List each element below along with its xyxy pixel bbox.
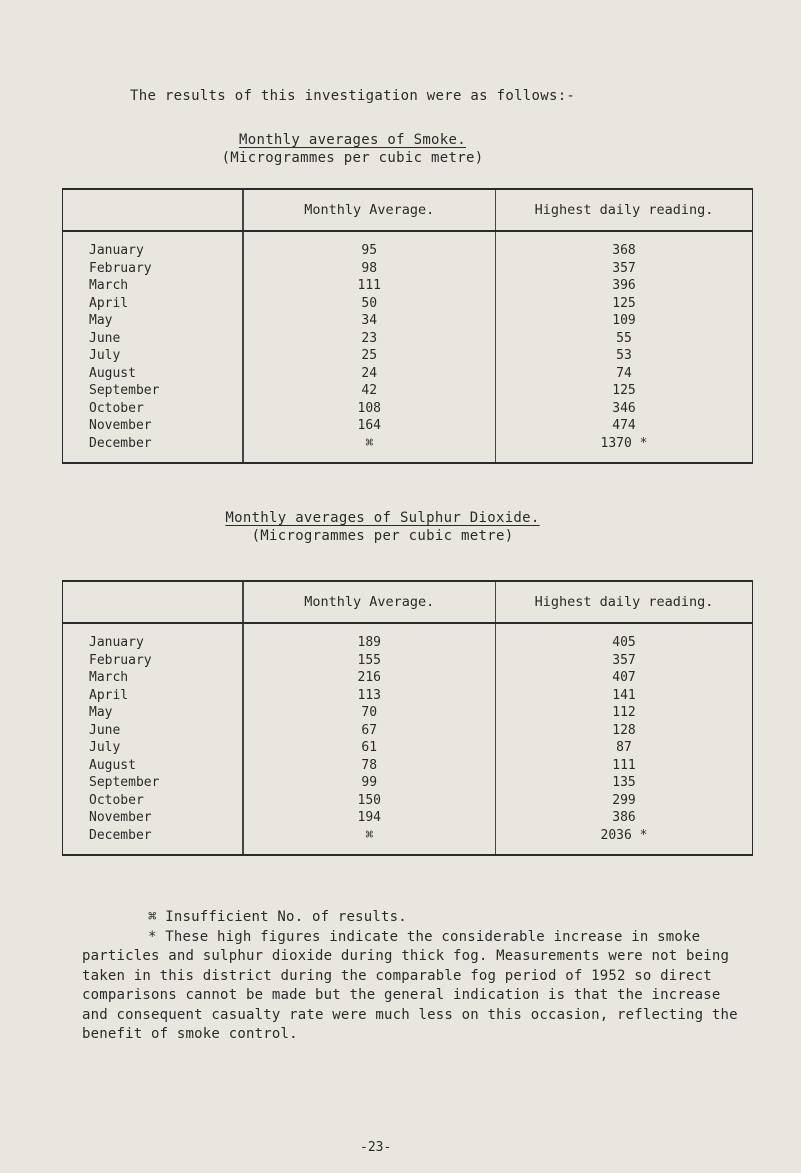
highest-reading-cell: 135 xyxy=(496,774,753,792)
table-row xyxy=(63,277,753,295)
highest-reading-cell: 141 xyxy=(496,687,753,705)
header-month xyxy=(63,581,243,623)
table-row xyxy=(63,809,753,827)
header-monthly-average: Monthly Average. xyxy=(243,189,496,231)
monthly-average-cell: 111 xyxy=(243,277,496,295)
monthly-average-cell: 42 xyxy=(243,382,496,400)
smoke-table-units: (Microgrammes per cubic metre) xyxy=(221,150,484,166)
sulphur-table-title: Monthly averages of Sulphur Dioxide. xyxy=(225,510,540,526)
highest-reading-cell: 386 xyxy=(496,809,753,827)
table-row xyxy=(63,792,753,810)
page-number: -23- xyxy=(360,1140,392,1155)
month-cell: July xyxy=(63,347,243,365)
footnote-insufficient: ⌘ Insufficient No. of results. xyxy=(148,909,407,925)
month-cell: October xyxy=(63,400,243,418)
monthly-average-cell: 164 xyxy=(243,417,496,435)
monthly-average-cell: 95 xyxy=(243,231,496,260)
highest-reading-cell: 368 xyxy=(496,231,753,260)
smoke-table-body xyxy=(63,231,753,463)
table-row xyxy=(63,774,753,792)
highest-reading-cell: 357 xyxy=(496,652,753,670)
header-monthly-average: Monthly Average. xyxy=(243,581,496,623)
month-cell: September xyxy=(63,774,243,792)
month-cell: August xyxy=(63,757,243,775)
sulphur-table xyxy=(62,580,753,856)
table-row xyxy=(63,330,753,348)
table-row xyxy=(63,739,753,757)
month-cell: January xyxy=(63,231,243,260)
monthly-average-cell: 150 xyxy=(243,792,496,810)
table-row xyxy=(63,400,753,418)
sulphur-caption xyxy=(0,510,783,544)
month-cell: November xyxy=(63,417,243,435)
month-cell: July xyxy=(63,739,243,757)
smoke-table-title: Monthly averages of Smoke. xyxy=(239,132,466,148)
table-row xyxy=(63,669,753,687)
highest-reading-cell: 111 xyxy=(496,757,753,775)
month-cell: December xyxy=(63,435,243,464)
table-row xyxy=(63,704,753,722)
monthly-average-cell: 25 xyxy=(243,347,496,365)
header-highest-daily: Highest daily reading. xyxy=(496,189,753,231)
highest-reading-cell: 112 xyxy=(496,704,753,722)
highest-reading-cell: 407 xyxy=(496,669,753,687)
sulphur-table-body xyxy=(63,623,753,855)
month-cell: August xyxy=(63,365,243,383)
sulphur-table-units: (Microgrammes per cubic metre) xyxy=(251,528,514,544)
month-cell: December xyxy=(63,827,243,856)
highest-reading-cell: 2036 * xyxy=(496,827,753,856)
table-row xyxy=(63,312,753,330)
highest-reading-cell: 109 xyxy=(496,312,753,330)
month-cell: May xyxy=(63,312,243,330)
month-cell: June xyxy=(63,330,243,348)
highest-reading-cell: 405 xyxy=(496,623,753,652)
table-row xyxy=(63,687,753,705)
highest-reading-cell: 53 xyxy=(496,347,753,365)
month-cell: November xyxy=(63,809,243,827)
monthly-average-cell: 34 xyxy=(243,312,496,330)
header-highest-daily: Highest daily reading. xyxy=(496,581,753,623)
table-row xyxy=(63,231,753,260)
monthly-average-cell: 24 xyxy=(243,365,496,383)
table-row xyxy=(63,347,753,365)
table-row xyxy=(63,623,753,652)
table-row xyxy=(63,435,753,464)
highest-reading-cell: 55 xyxy=(496,330,753,348)
highest-reading-cell: 1370 * xyxy=(496,435,753,464)
highest-reading-cell: 128 xyxy=(496,722,753,740)
monthly-average-cell: 78 xyxy=(243,757,496,775)
month-cell: April xyxy=(63,295,243,313)
month-cell: June xyxy=(63,722,243,740)
month-cell: January xyxy=(63,623,243,652)
table-row xyxy=(63,365,753,383)
highest-reading-cell: 125 xyxy=(496,295,753,313)
month-cell: April xyxy=(63,687,243,705)
month-cell: October xyxy=(63,792,243,810)
monthly-average-cell: 61 xyxy=(243,739,496,757)
table-row xyxy=(63,382,753,400)
highest-reading-cell: 299 xyxy=(496,792,753,810)
header-month xyxy=(63,189,243,231)
month-cell: May xyxy=(63,704,243,722)
monthly-average-cell: 23 xyxy=(243,330,496,348)
table-row xyxy=(63,827,753,856)
table-row xyxy=(63,652,753,670)
monthly-average-cell: 70 xyxy=(243,704,496,722)
month-cell: March xyxy=(63,669,243,687)
intro-text: The results of this investigation were as follows:- xyxy=(130,88,576,104)
month-cell: February xyxy=(63,652,243,670)
monthly-average-cell: 194 xyxy=(243,809,496,827)
smoke-table xyxy=(62,188,753,464)
smoke-table-header xyxy=(63,189,753,231)
highest-reading-cell: 74 xyxy=(496,365,753,383)
highest-reading-cell: 396 xyxy=(496,277,753,295)
highest-reading-cell: 474 xyxy=(496,417,753,435)
monthly-average-cell: 98 xyxy=(243,260,496,278)
highest-reading-cell: 346 xyxy=(496,400,753,418)
table-row xyxy=(63,417,753,435)
monthly-average-cell: 155 xyxy=(243,652,496,670)
smoke-caption xyxy=(0,132,753,166)
highest-reading-cell: 87 xyxy=(496,739,753,757)
month-cell: February xyxy=(63,260,243,278)
table-row xyxy=(63,260,753,278)
monthly-average-cell: 50 xyxy=(243,295,496,313)
month-cell: March xyxy=(63,277,243,295)
table-row xyxy=(63,757,753,775)
monthly-average-cell: ⌘ xyxy=(243,827,496,856)
monthly-average-cell: 113 xyxy=(243,687,496,705)
monthly-average-cell: 99 xyxy=(243,774,496,792)
monthly-average-cell: ⌘ xyxy=(243,435,496,464)
highest-reading-cell: 125 xyxy=(496,382,753,400)
table-row xyxy=(63,722,753,740)
monthly-average-cell: 67 xyxy=(243,722,496,740)
monthly-average-cell: 216 xyxy=(243,669,496,687)
monthly-average-cell: 189 xyxy=(243,623,496,652)
footnotes xyxy=(82,908,742,1045)
highest-reading-cell: 357 xyxy=(496,260,753,278)
footnote-high-figures: * These high figures indicate the considerable increase in smoke particles and sulphur dioxide during thick fog. Measurements were not being taken in this district during the comparable fog period of 1952 so direct comparisons cannot be made but the general indication is that the increase and consequent casualty rate were much less on this occasion, reflecting the benefit of smoke control. xyxy=(82,928,738,1042)
sulphur-table-header xyxy=(63,581,753,623)
monthly-average-cell: 108 xyxy=(243,400,496,418)
month-cell: September xyxy=(63,382,243,400)
table-row xyxy=(63,295,753,313)
